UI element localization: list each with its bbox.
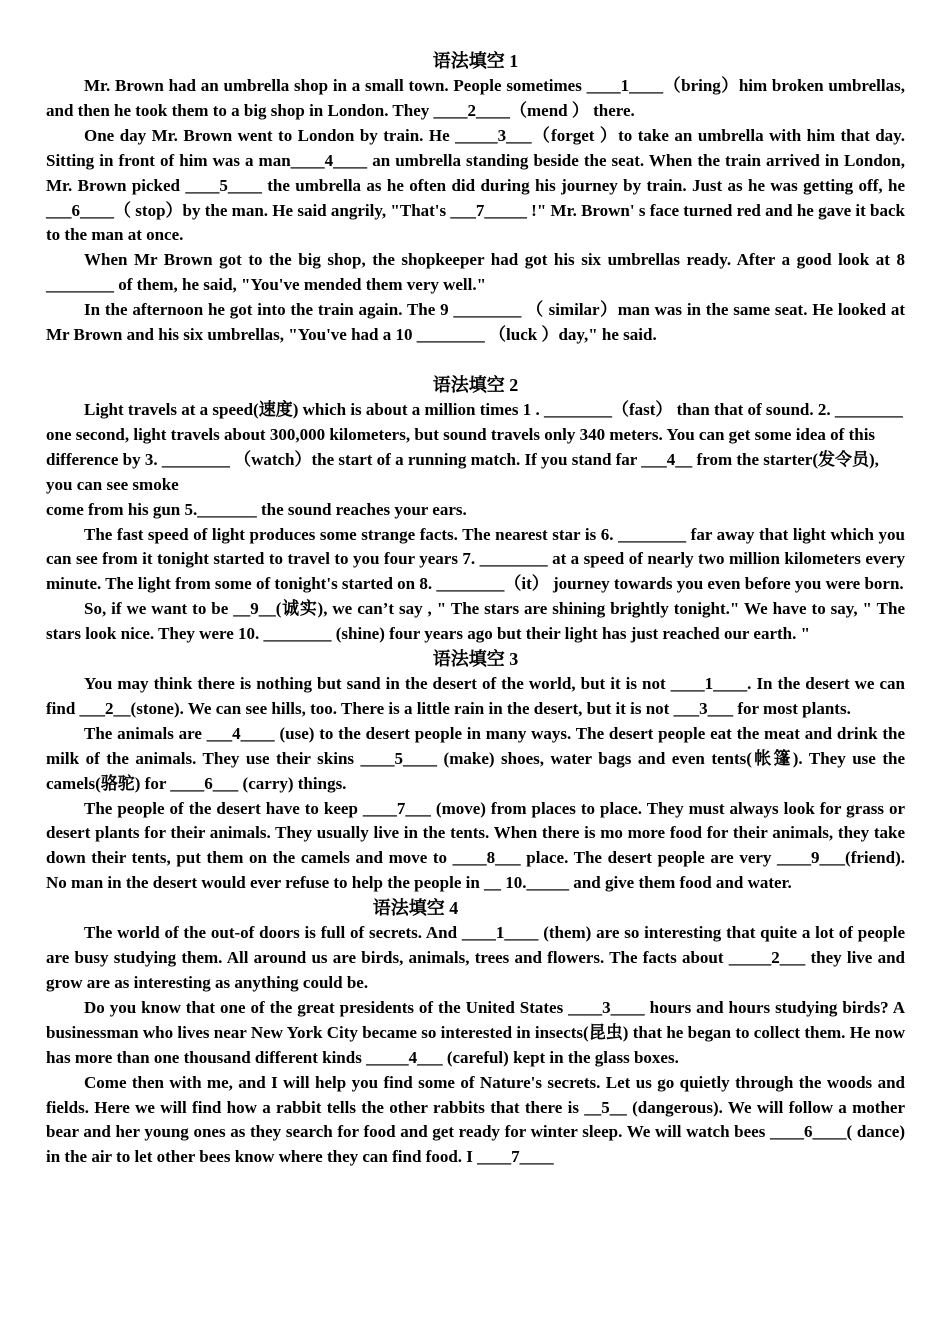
- section-title: 语法填空 2: [432, 374, 519, 395]
- exercise-section-1: [46, 49, 905, 348]
- passage-paragraph: One day Mr. Brown went to London by train. He _____3___（forget ）to take an umbrella with him that day. Sitting in front of him was a man____4____ an umbrella standing beside the seat. When the train arrived in London, Mr. Brown picked ____5____ the umbrella as he often did during his journey by train. Just as he was getting off, he ___6____（ stop）by the man. He said angrily, "That's ___7_____ !" Mr. Brown' s face turned red and he gave it back to the man at once.: [46, 125, 905, 245]
- exercise-section-4: [46, 896, 905, 1170]
- passage-paragraph: The animals are ___4____ (use) to the desert people in many ways. The desert people eat the meat and drink the milk of the animals. They use their skins ____5____ (make) shoes, water bags and even tents(帐篷). They use the camels(骆驼) for ____6___ (carry) things.: [46, 723, 905, 793]
- passage-paragraph: The fast speed of light produces some strange facts. The nearest star is 6. ________ far away that light which you can see from it tonight started to travel to you four years 7. ________ at a speed of nearly two million kilometers every minute. The light from some of tonight's started on 8. ________（it） journey towards you even before you were born.: [46, 524, 905, 594]
- section-title: 语法填空 4: [372, 898, 459, 919]
- passage-paragraph: You may think there is nothing but sand in the desert of the world, but it is not ____1____. In the desert we can find ___2__(stone). We can see hills, too. There is a little rain in the desert, but it is not ___3___ for most plants.: [46, 674, 905, 718]
- passage-paragraph: So, if we want to be __9__(诚实), we can’t say , " The stars are shining brightly tonight." We have to say, " The stars look nice. They were 10. ________ (shine) four years ago but their light has just reached our earth. ": [46, 599, 905, 644]
- section-gap: [46, 348, 905, 373]
- passage-paragraph: Come then with me, and I will help you find some of Nature's secrets. Let us go quietly through the woods and fields. Here we will find how a rabbit tells the other rabbits that there is __5__ (dangerous). We will follow a mother bear and her young ones as they search for food and get ready for winter sleep. We will watch bees ____6____( dance) in the air to let other bees know where they can find food. I ____7____: [46, 1072, 905, 1167]
- exercise-section-3: [46, 647, 905, 896]
- section-title: 语法填空 3: [432, 649, 519, 670]
- passage-paragraph: When Mr Brown got to the big shop, the shopkeeper had got his six umbrellas ready. After a good look at 8 ________ of them, he said, "You've mended them very well.": [46, 250, 905, 295]
- section-title: 语法填空 1: [432, 51, 519, 71]
- exercise-section-2: [46, 373, 905, 647]
- passage-paragraph: come from his gun 5._______ the sound reaches your ears.: [46, 499, 467, 519]
- passage-paragraph: In the afternoon he got into the train again. The 9 ________ （ similar）man was in the same seat. He looked at Mr Brown and his six umbrellas, "You've had a 10 ________ （luck ）day," he said.: [46, 300, 905, 345]
- passage-paragraph: Light travels at a speed(速度) which is about a million times 1 . ________（fast） than that of sound. 2. ________ one second, light travels about 300,000 kilometers, but sound travels only 340 meters. You can get some idea of this difference by 3. ________ （watch）the start of a running match. If you stand far ___4__ from the starter(发令员), you can see smoke: [46, 399, 903, 494]
- passage-paragraph: The people of the desert have to keep ____7___ (move) from places to place. They must always look for grass or desert plants for their animals. They usually live in the tents. When there is mo more food for their animals, they take down their tents, put them on the camels and move to ____8___ place. The desert people are very ____9___(friend). No man in the desert would ever refuse to help the people in __ 10._____ and give them food and water.: [46, 798, 905, 893]
- passage-paragraph: Mr. Brown had an umbrella shop in a small town. People sometimes ____1____（bring）him broken umbrellas, and then he took them to a big shop in London. They ____2____（mend ） there.: [46, 76, 905, 120]
- passage-paragraph: Do you know that one of the great presidents of the United States ____3____ hours and hours studying birds? A businessman who lives near New York City became so interested in insects(昆虫) that he began to collect them. He now has more than one thousand different kinds _____4___ (careful) kept in the glass boxes.: [46, 997, 905, 1067]
- passage-paragraph: The world of the out-of doors is full of secrets. And ____1____ (them) are so interesting that quite a lot of people are busy studying them. All around us are birds, animals, trees and flowers. The facts about _____2___ they live and grow are as interesting as anything could be.: [46, 923, 905, 992]
